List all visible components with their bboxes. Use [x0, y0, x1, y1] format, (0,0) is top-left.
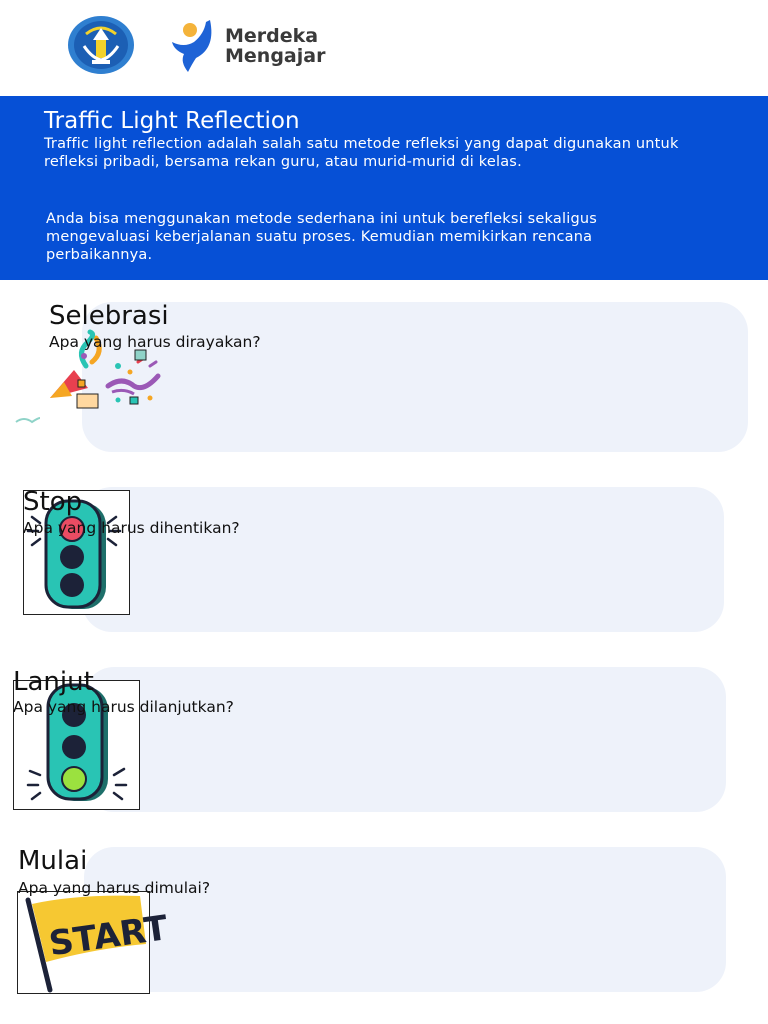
section-question-mulai: Apa yang harus dimulai? [18, 879, 211, 897]
section-question-selebrasi: Apa yang harus dirayakan? [49, 333, 261, 351]
section-title-stop: Stop [23, 487, 83, 517]
lanjut-answer-card[interactable] [84, 667, 726, 812]
intro-paragraph-1: Traffic light reflection adalah salah satu metode refleksi yang dapat digunakan untuk refleksi pribadi, bersama rekan guru, atau murid-murid di kelas. [44, 136, 679, 170]
mulai-answer-card[interactable] [84, 847, 726, 992]
section-question-stop: Apa yang harus dihentikan? [23, 519, 240, 537]
section-question-lanjut: Apa yang harus dilanjutkan? [13, 698, 234, 716]
section-title-mulai: Mulai [18, 846, 88, 876]
brand-line2: Mengajar [225, 45, 326, 67]
selebrasi-answer-card[interactable] [82, 302, 748, 452]
intro-paragraph-2: Anda bisa menggunakan metode sederhana ini untuk berefleksi sekaligus mengevaluasi keberjalanan suatu proses. Kemudian memikirkan rencana perbaikannya. [46, 211, 597, 263]
merdeka-mengajar-figure-icon [170, 18, 218, 74]
stop-answer-card[interactable] [82, 487, 724, 632]
brand-line1: Merdeka [225, 25, 319, 47]
merdeka-mengajar-logo [170, 18, 335, 74]
tut-wuri-handayani-emblem-icon [66, 14, 136, 76]
section-title-lanjut: Lanjut [13, 667, 94, 697]
svg-text:START: START [46, 908, 171, 965]
page-title: Traffic Light Reflection [44, 108, 300, 134]
section-title-selebrasi: Selebrasi [49, 301, 169, 331]
start-flag-icon [17, 891, 171, 994]
